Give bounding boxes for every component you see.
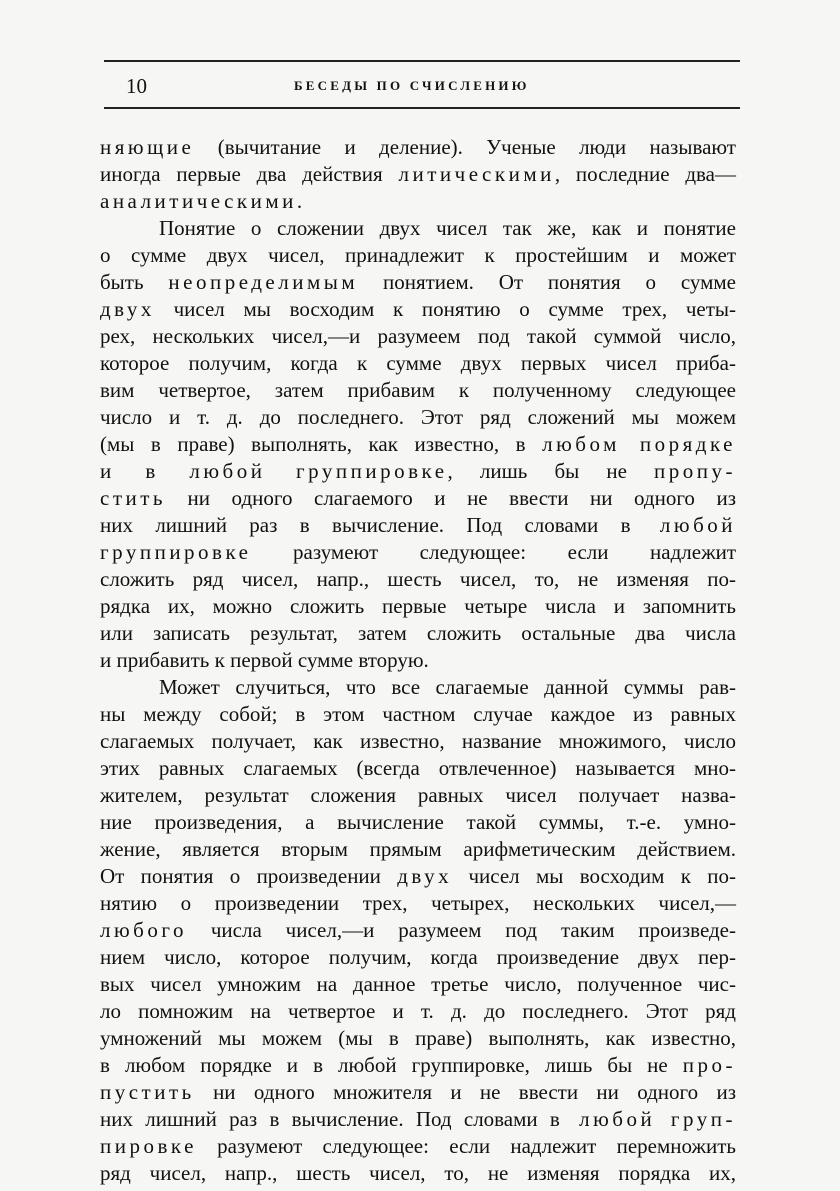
text-segment: числа чисел,—и разумеем под таким произведе- (186, 918, 736, 942)
text-segment: них лишний раз в вычисление. Под словами (100, 513, 621, 537)
text-segment: о сумме двух чисел, принадлежит к простейшим и может (100, 243, 736, 267)
text-line (100, 1133, 736, 1160)
text-segment: ряд чисел, напр., шесть чисел, то, не изменяя порядка их, (100, 1161, 736, 1185)
text-segment: Может случиться, что все слагаемые данной суммы рав- (159, 675, 736, 699)
text-line (100, 188, 736, 215)
text-segment: и прибавить к первой сумме вторую. (100, 648, 429, 672)
spaced-emphasis-text: любом порядке (542, 432, 736, 456)
header-rule-bottom (104, 107, 740, 109)
text-line (100, 539, 736, 566)
text-line (100, 647, 736, 674)
text-segment: сложить ряд чисел, напр., шесть чисел, то, не изменяя по- (100, 567, 736, 591)
text-segment: этих равных слагаемых (всегда отвлеченное) называется мно- (100, 756, 736, 780)
text-segment: нием число, которое получим, когда произведение двух пер- (100, 945, 736, 969)
text-line (100, 485, 736, 512)
text-line (100, 701, 736, 728)
spaced-emphasis-text: в любой (620, 513, 736, 537)
spaced-emphasis-text: про- (682, 1053, 736, 1077)
text-segment: . (296, 189, 303, 213)
text-segment: разумеют следующее: если надлежит перемножить (196, 1134, 736, 1158)
text-line (100, 215, 736, 242)
text-segment: жителем, результат сложения равных чисел получает назва- (100, 783, 736, 807)
text-line (100, 890, 736, 917)
text-line (100, 404, 736, 431)
text-line (100, 809, 736, 836)
text-segment: ние произведения, а вычисление такой суммы, т.-е. умно- (100, 810, 736, 834)
text-line (100, 971, 736, 998)
text-segment: жение, является вторым прямым арифметическим действием. (100, 837, 736, 861)
text-line (100, 1079, 736, 1106)
text-line (100, 1025, 736, 1052)
text-segment: рех, нескольких чисел,—и разумеем под такой суммой число, (100, 324, 736, 348)
text-segment: них лишний раз в вычисление. Под словами (100, 1107, 550, 1131)
text-segment: вых чисел умножим на данное третье число, полученное чис- (100, 972, 736, 996)
text-segment: слагаемых получает, как известно, название множимого, число (100, 729, 736, 753)
text-segment: нятию о произведении трех, четырех, нескольких чисел,— (100, 891, 736, 915)
text-line (100, 377, 736, 404)
text-line (100, 944, 736, 971)
text-line (100, 242, 736, 269)
text-segment: иногда первые два действия (100, 162, 399, 186)
text-line (100, 512, 736, 539)
page-header (104, 74, 740, 98)
text-segment: От понятия о произведении (100, 864, 398, 888)
running-title: БЕСЕДЫ ПО СЧИСЛЕНИЮ (294, 78, 530, 93)
text-line (100, 674, 736, 701)
spaced-emphasis-text: стить (100, 486, 166, 510)
text-segment: ны между собой; в этом частном случае каждое из равных (100, 702, 736, 726)
text-segment: которое получим, когда к сумме двух первых чисел приба- (100, 351, 736, 375)
spaced-emphasis-text: няющие (100, 135, 195, 159)
text-line (100, 836, 736, 863)
header-rule-top (104, 60, 740, 62)
text-segment: разумеют следующее: если надлежит (251, 540, 736, 564)
text-line (100, 917, 736, 944)
text-line (100, 1052, 736, 1079)
text-segment: понятием. От понятия о сумме (358, 270, 736, 294)
text-line (100, 269, 736, 296)
text-segment: умножений мы можем (мы в праве) выполнять, как известно, (100, 1026, 736, 1050)
text-segment: , последние два— (554, 162, 737, 186)
text-line (100, 863, 736, 890)
text-segment: ни одного множителя и не ввести ни одного из (194, 1080, 736, 1104)
text-segment: ло помножим на четвертое и т. д. до последнего. Этот ряд (100, 999, 736, 1023)
spaced-emphasis-text: пропу- (654, 459, 736, 483)
spaced-emphasis-text: аналитическими (100, 189, 297, 213)
text-line (100, 458, 736, 485)
spaced-emphasis-text: пустить (100, 1080, 195, 1104)
text-line (100, 728, 736, 755)
spaced-emphasis-text: группировке (100, 540, 252, 564)
text-segment: быть (100, 270, 169, 294)
spaced-emphasis-text: любого (100, 918, 187, 942)
text-segment: рядка их, можно сложить первые четыре числа и запомнить (100, 594, 736, 618)
spaced-emphasis-text: и в любой группировке (100, 459, 448, 483)
spaced-emphasis-text: двух (100, 297, 155, 321)
text-line (100, 782, 736, 809)
text-line (100, 350, 736, 377)
text-line (100, 566, 736, 593)
text-line (100, 296, 736, 323)
text-line (100, 1160, 736, 1187)
text-segment: (вычитание и деление). Ученые люди называют (194, 135, 736, 159)
text-line (100, 161, 736, 188)
spaced-emphasis-text: двух (397, 864, 453, 888)
text-segment: (мы в праве) выполнять, как известно, в (100, 432, 543, 456)
text-line (100, 431, 736, 458)
text-line (100, 620, 736, 647)
text-line (100, 1106, 736, 1133)
text-segment: или записать результат, затем сложить остальные два числа (100, 621, 736, 645)
text-line (100, 755, 736, 782)
text-segment: в любом порядке и в любой группировке, лишь бы не (100, 1053, 683, 1077)
spaced-emphasis-text: литическими (398, 162, 555, 186)
text-line (100, 134, 736, 161)
text-segment: чисел мы восходим к по- (452, 864, 736, 888)
spaced-emphasis-text: в любой груп- (549, 1107, 737, 1131)
spaced-emphasis-text: неопределимым (168, 270, 359, 294)
text-segment: , лишь бы не (447, 459, 655, 483)
text-line (100, 323, 736, 350)
spaced-emphasis-text: пировке (100, 1134, 197, 1158)
page-number: 10 (126, 74, 147, 98)
text-segment: ни одного слагаемого и не ввести ни одного из (166, 486, 736, 510)
text-segment: вим четвертое, затем прибавим к полученному следующее (100, 378, 736, 402)
text-line (100, 593, 736, 620)
text-segment: чисел мы восходим к понятию о сумме трех, четы- (154, 297, 736, 321)
body-text (100, 134, 736, 1187)
text-segment: Понятие о сложении двух чисел так же, как и понятие (159, 216, 736, 240)
text-line (100, 998, 736, 1025)
text-segment: число и т. д. до последнего. Этот ряд сложений мы можем (100, 405, 736, 429)
